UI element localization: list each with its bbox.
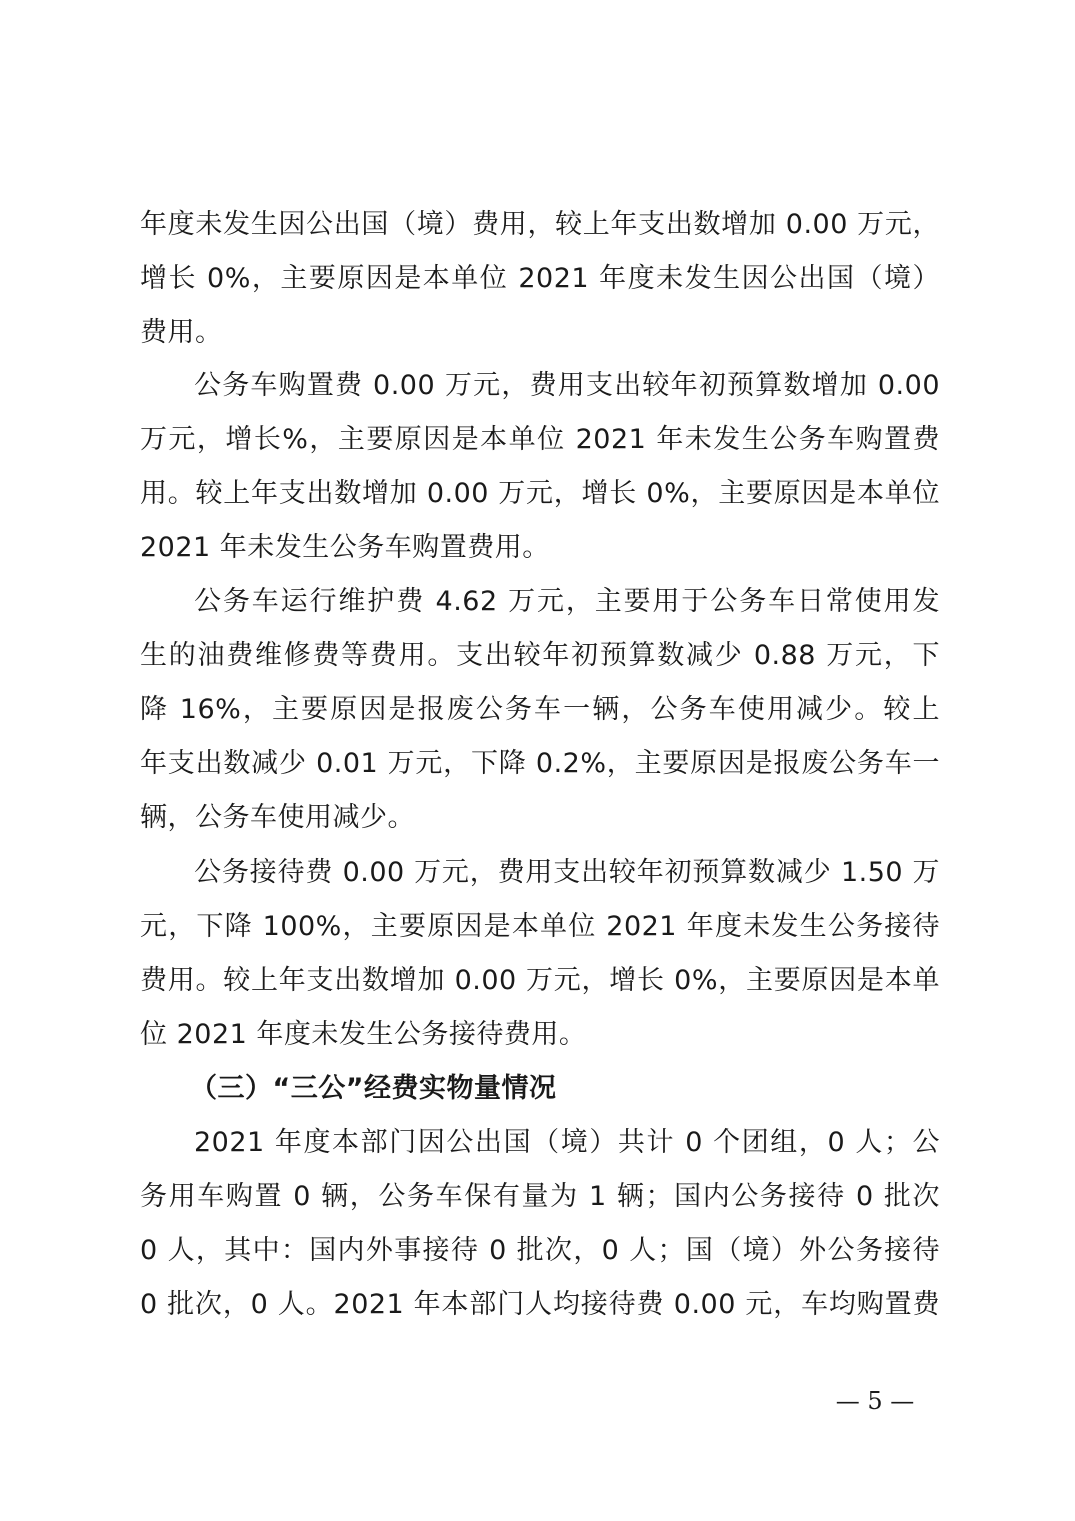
text-line: 公务车运行维护费 4.62 万元，主要用于公务车日常使用发: [194, 586, 940, 617]
text-line: 0 人，其中：国内外事接待 0 批次，0 人；国（境）外公务接待: [140, 1235, 940, 1266]
text-line: 生的油费维修费等费用。支出较年初预算数减少 0.88 万元，下: [140, 640, 940, 671]
text-line: 元，下降 100%，主要原因是本单位 2021 年度未发生公务接待: [140, 911, 940, 942]
text-line: 2021 年未发生公务车购置费用。: [140, 532, 550, 563]
text-line: 万元，增长%，主要原因是本单位 2021 年未发生公务车购置费: [140, 424, 940, 455]
text-line: 公务车购置费 0.00 万元，费用支出较年初预算数增加 0.00: [194, 370, 940, 401]
text-line: 降 16%，主要原因是报废公务车一辆，公务车使用减少。较上: [140, 694, 940, 725]
text-line: 公务接待费 0.00 万元，费用支出较年初预算数减少 1.50 万: [194, 857, 940, 888]
text-line: 务用车购置 0 辆，公务车保有量为 1 辆；国内公务接待 0 批次: [140, 1181, 940, 1212]
text-line: 辆，公务车使用减少。: [140, 802, 415, 833]
text-line: 位 2021 年度未发生公务接待费用。: [140, 1019, 587, 1050]
page-number: — 5 —: [835, 1387, 915, 1415]
text-line: 费用。: [140, 317, 223, 348]
text-line: 年支出数减少 0.01 万元，下降 0.2%，主要原因是报废公务车一: [140, 748, 940, 779]
text-line: 用。较上年支出数增加 0.00 万元，增长 0%，主要原因是本单位: [140, 478, 940, 509]
text-line: 增长 0%，主要原因是本单位 2021 年度未发生因公出国（境）: [140, 263, 940, 294]
text-line: 年度未发生因公出国（境）费用，较上年支出数增加 0.00 万元，: [140, 209, 940, 240]
text-line: 费用。较上年支出数增加 0.00 万元，增长 0%，主要原因是本单: [140, 965, 940, 996]
text-line: 2021 年度本部门因公出国（境）共计 0 个团组，0 人；公: [194, 1127, 940, 1158]
text-line: 0 批次，0 人。2021 年本部门人均接待费 0.00 元，车均购置费: [140, 1289, 940, 1320]
section-heading: （三）“三公”经费实物量情况: [190, 1073, 557, 1104]
